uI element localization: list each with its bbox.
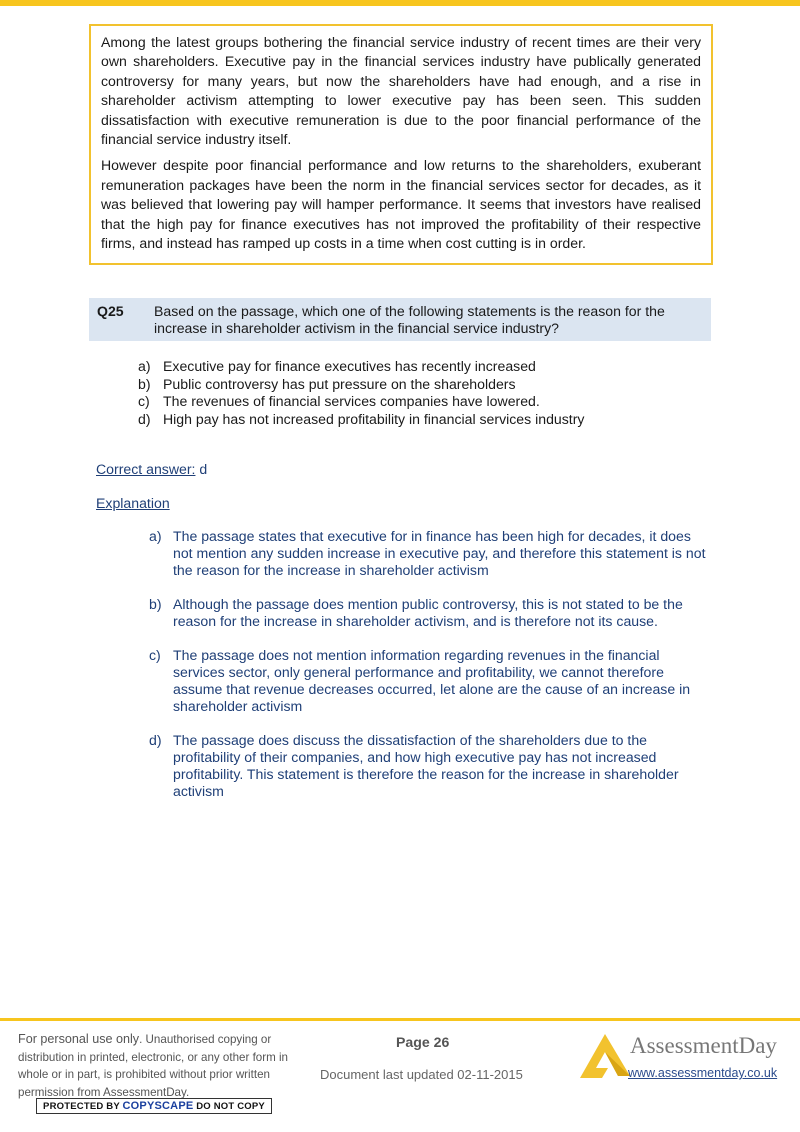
explanation-item-a: [149, 528, 709, 579]
option-text: Executive pay for finance executives has recently increased: [163, 358, 536, 374]
explanation-text: The passage states that executive for in finance has been high for decades, it does not mention any sudden increase in executive pay, and therefore this statement is not the reason for the increase in shareholder activism: [173, 528, 706, 578]
explanation-letter: d): [149, 732, 162, 748]
correct-answer-value: d: [199, 461, 208, 477]
correct-answer-label: Correct answer:: [96, 461, 196, 477]
top-accent-bar: [0, 0, 800, 6]
answer-options: [138, 358, 584, 428]
copyscape-prefix: PROTECTED BY: [43, 1101, 123, 1112]
explanation-item-d: [149, 732, 709, 800]
notice-lead: For personal use only: [18, 1032, 140, 1046]
option-text: The revenues of financial services companies have lowered.: [163, 393, 540, 409]
option-letter: d): [138, 410, 151, 427]
document-updated: Document last updated 02-11-2015: [320, 1067, 523, 1082]
explanation-text: Although the passage does mention public controversy, this is not stated to be the reason for the increase in shareholder activism, and is therefore not its cause.: [173, 596, 683, 629]
brand-url-link[interactable]: www.assessmentday.co.uk: [628, 1066, 778, 1080]
option-d: [138, 411, 584, 429]
page-number: Page 26: [396, 1034, 450, 1050]
copyright-notice: [18, 1031, 308, 1101]
explanation-item-b: [149, 596, 709, 630]
assessmentday-logo-icon: [578, 1032, 632, 1080]
explanation-letter: b): [149, 596, 162, 612]
question-banner: [89, 298, 711, 341]
question-number: Q25: [97, 303, 124, 319]
option-b: [138, 376, 584, 394]
option-a: [138, 358, 584, 376]
brand-name: AssessmentDay: [630, 1033, 777, 1058]
question-text: Based on the passage, which one of the following statements is the reason for the increase in shareholder activism in the financial service industry?: [154, 303, 665, 336]
passage-box: [89, 24, 713, 265]
explanation-letter: a): [149, 528, 162, 544]
option-letter: c): [138, 393, 150, 409]
option-letter: a): [138, 358, 151, 374]
explanation-item-c: [149, 647, 709, 715]
explanation-list: [149, 528, 709, 817]
footer-divider: [0, 1018, 800, 1021]
explanation-text: The passage does discuss the dissatisfaction of the shareholders due to the profitability of their companies, and how high executive pay has not increased profitability. This statement is therefore the reason for the increase in shareholder activism: [173, 732, 679, 799]
copyscape-brand: COPYSCAPE: [122, 1100, 194, 1112]
option-text: Public controversy has put pressure on the shareholders: [163, 375, 516, 392]
copyscape-suffix: DO NOT COPY: [193, 1101, 265, 1112]
notice-rest: . Unauthorised copying or distribution in printed, electronic, or any other form in whole or in part, is prohibited without prior written permission from AssessmentDay.: [18, 1033, 289, 1099]
option-c: [138, 393, 584, 411]
correct-answer: [96, 461, 207, 477]
copyscape-badge[interactable]: [36, 1098, 272, 1114]
explanation-text: The passage does not mention information regarding revenues in the financial services sector, only general performance and profitability, we cannot therefore assume that revenue decreases occurred, let alone are the cause of an increase in shareholder activism: [173, 647, 691, 714]
passage-paragraph-2: However despite poor financial performance and low returns to the shareholders, exuberant remuneration packages have been the norm in the financial services sector for decades, as it was believed that lowering pay will hamper performance. It seems that investors have realised that the high pay for finance executives has not improved the profitability of their respective firms, and instead has ramped up costs in a time when cost cutting is in order.: [101, 157, 701, 252]
option-letter: b): [138, 375, 151, 392]
explanation-letter: c): [149, 647, 161, 663]
explanation-heading: Explanation: [96, 495, 170, 511]
option-text: High pay has not increased profitability in financial services industry: [163, 410, 585, 427]
passage-paragraph-1: Among the latest groups bothering the financial service industry of recent times are their very own shareholders. Executive pay in the financial services industry have publically generated controversy for many years, but now the shareholders have had enough, and a rise in shareholder activism attempting to lower executive pay has been seen. This sudden dissatisfaction with executive remuneration is due to the poor financial performance of the financial service industry itself.: [101, 34, 701, 148]
